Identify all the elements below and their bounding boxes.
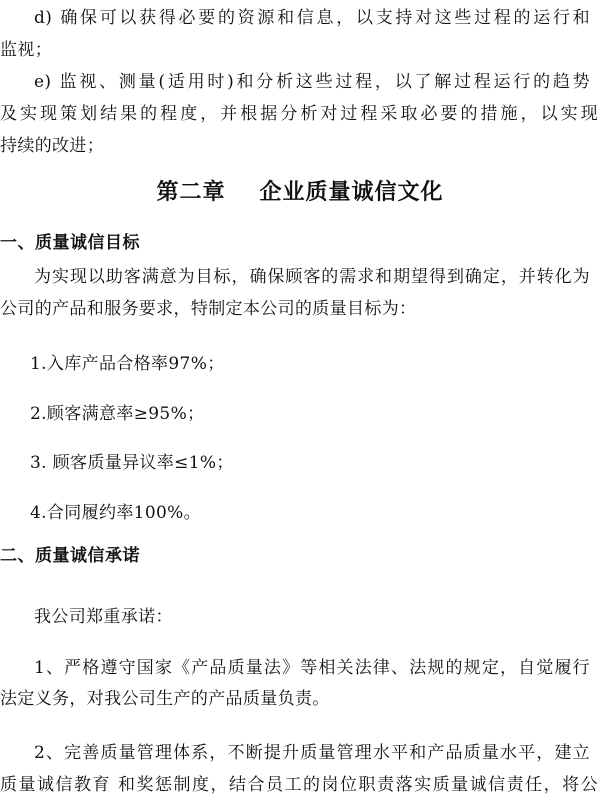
quality-target-3: 3. 顾客质量异议率≤1%；	[30, 453, 234, 473]
promise-1-line-2: 法定义务，对我公司生产的产品质量负责。	[0, 689, 330, 709]
item-e-line-1: e) 监视、测量(适用时)和分析这些过程，以了解过程运行的趋势	[34, 72, 590, 92]
section-2-intro: 我公司郑重承诺：	[34, 607, 173, 627]
section-1-intro-line-2: 公司的产品和服务要求，特制定本公司的质量目标为：	[0, 299, 417, 319]
quality-target-4: 4.合同履约率100%。	[30, 503, 202, 523]
item-e-line-2: 及实现策划结果的程度，并根据分析对过程采取必要的措施，以实现	[0, 104, 598, 124]
item-d-line-1: d) 确保可以获得必要的资源和信息，以支持对这些过程的运行和	[34, 8, 590, 28]
section-1-intro-line-1: 为实现以助客满意为目标，确保顾客的需求和期望得到确定，并转化为	[34, 267, 590, 287]
chapter-number: 第二章	[156, 179, 226, 205]
quality-target-2: 2.顾客满意率≥95%；	[30, 404, 205, 424]
promise-2-line-1: 2、完善质量管理体系，不断提升质量管理水平和产品质量水平，建立	[34, 743, 590, 763]
chapter-name: 企业质量诚信文化	[259, 179, 444, 205]
quality-target-1: 1.入库产品合格率97%；	[30, 354, 225, 374]
chapter-title	[0, 177, 600, 207]
section-2-heading: 二、质量诚信承诺	[0, 546, 140, 566]
promise-1-line-1: 1、严格遵守国家《产品质量法》等相关法律、法规的规定，自觉履行	[34, 658, 590, 678]
item-e-line-3: 持续的改进；	[0, 136, 105, 156]
section-1-heading: 一、质量诚信目标	[0, 233, 140, 253]
item-d-line-2: 监视；	[0, 40, 53, 60]
promise-2-line-2: 质量诚信教育 和奖惩制度，结合员工的岗位职责落实质量诚信责任，将公	[0, 775, 598, 795]
